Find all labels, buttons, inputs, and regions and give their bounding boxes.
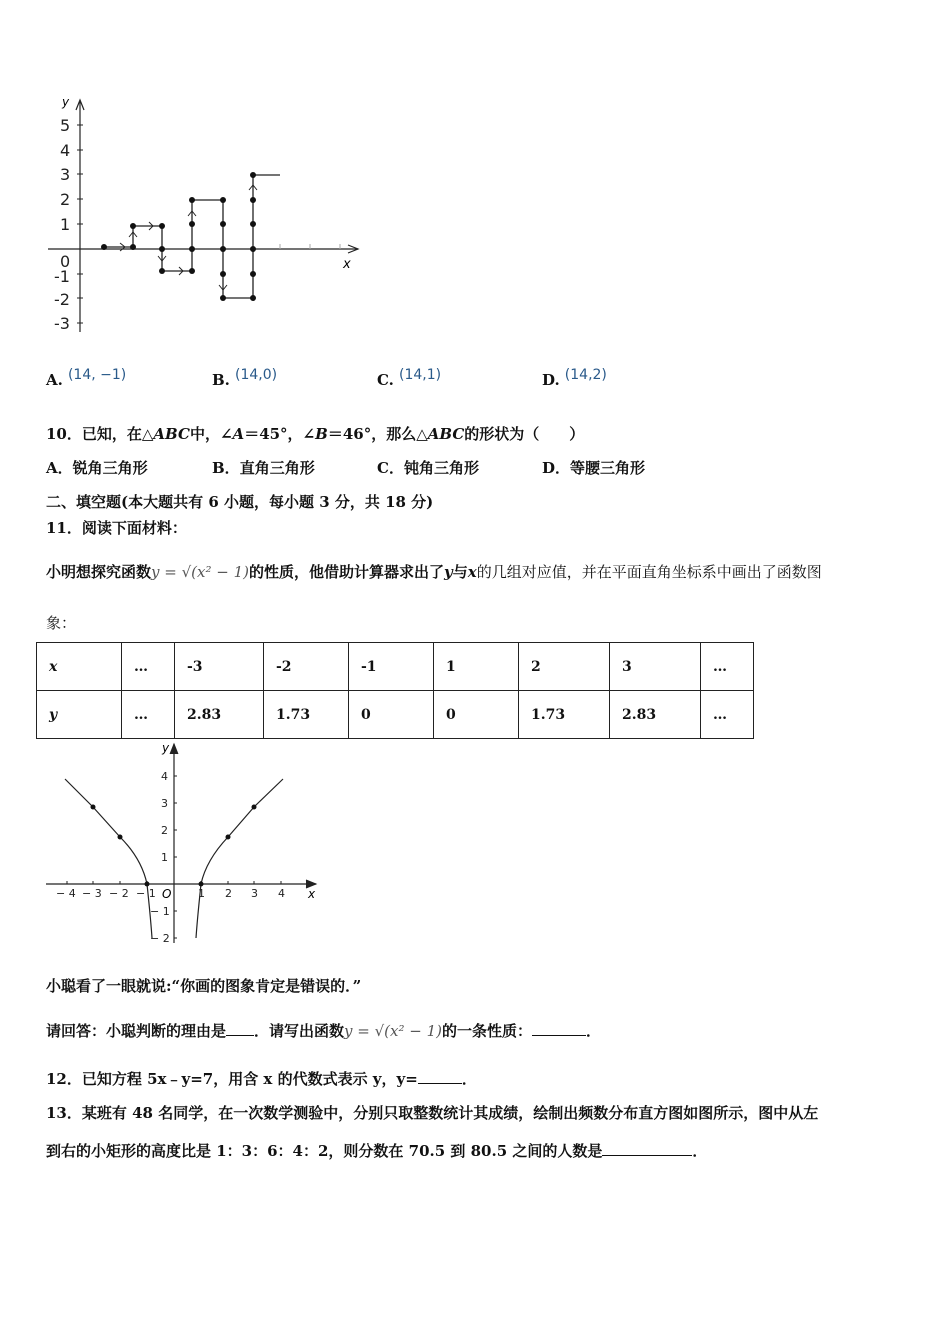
- table-cell: 0: [434, 691, 519, 739]
- table-cell: 2.83: [610, 691, 701, 739]
- graph1-tick-m2: -2: [54, 290, 70, 309]
- table-cell: x: [37, 643, 122, 691]
- q11-title: [46, 517, 187, 538]
- graph1-tick-3: 3: [60, 165, 71, 184]
- q10-text-c: ＝45°，∠: [244, 425, 316, 443]
- q12-text: 已知方程 5x﹣y=7，用含 x 的代数式表示 y，y=: [81, 1070, 418, 1088]
- answer-blank-y[interactable]: [418, 1069, 462, 1084]
- graph2-xtick: 3: [251, 887, 258, 900]
- table-cell: 1: [434, 643, 519, 691]
- q10-option-c[interactable]: [377, 457, 479, 478]
- graph2-xtick: − 2: [109, 887, 129, 900]
- option-value: (14,1): [399, 367, 442, 383]
- q9-option-c[interactable]: [377, 367, 442, 389]
- table-cell: 2.83: [175, 691, 264, 739]
- graph2-xtick: 1: [198, 887, 205, 900]
- table-cell: 1.73: [264, 691, 349, 739]
- answer-blank-property[interactable]: [532, 1021, 586, 1036]
- option-letter: B.: [212, 371, 230, 389]
- q11-p1-d: 的几组对应值，并在平面直角坐标系中画出了函数图: [476, 563, 822, 581]
- option-value: (14, −1): [67, 367, 127, 383]
- function-graph: [40, 738, 330, 950]
- option-value: (14,0): [235, 367, 278, 383]
- table-row: [37, 643, 754, 691]
- step-path-graph: [40, 92, 370, 342]
- q10-text-b: 中，∠: [189, 425, 233, 443]
- q10-abc: ABC: [153, 425, 190, 443]
- function-formula: y = √(x² − 1): [344, 1022, 442, 1040]
- q11-p3-a: 请回答：小聪判断的理由是: [46, 1022, 227, 1040]
- question-number: 13．: [46, 1104, 82, 1122]
- graph2-xtick: − 3: [82, 887, 102, 900]
- graph1-step-path: [104, 175, 280, 298]
- graph2-xtick: − 4: [56, 887, 76, 900]
- q12-end: ．: [461, 1070, 477, 1088]
- q11-paragraph-1-cont: 象：: [46, 614, 77, 632]
- graph2-left-branch: [65, 779, 152, 938]
- q10-abc: ABC: [427, 425, 465, 443]
- q9-option-b[interactable]: [212, 367, 278, 389]
- q10-option-a[interactable]: [46, 457, 148, 478]
- option-letter: C.: [377, 371, 394, 389]
- option-value: 锐角三角形: [72, 459, 148, 477]
- q10-text-a: 已知，在△: [81, 425, 154, 443]
- question-number: 10．: [46, 425, 82, 443]
- option-value: 直角三角形: [239, 459, 315, 477]
- graph2-ytick: 4: [161, 770, 168, 783]
- q11-paragraph-3: [46, 1020, 601, 1041]
- var-y: y: [444, 563, 453, 581]
- graph1-points: [101, 172, 256, 301]
- graph2-ytick: 2: [161, 824, 168, 837]
- table-cell: -2: [264, 643, 349, 691]
- graph2-y-label: y: [162, 741, 170, 755]
- option-letter: B．: [212, 459, 240, 477]
- q11-p1-b: 的性质，他借助计算器求出了: [248, 563, 444, 581]
- answer-blank-reason[interactable]: [226, 1021, 254, 1036]
- q11-p3-b: ．请写出函数: [254, 1022, 345, 1040]
- answer-blank-count[interactable]: [602, 1141, 692, 1156]
- table-cell: 1.73: [519, 691, 610, 739]
- q10-text-e: 的形状为（ ）: [464, 425, 585, 443]
- q13-end: ．: [692, 1142, 708, 1160]
- table-cell: 0: [349, 691, 434, 739]
- q13-line-1: [46, 1102, 818, 1123]
- graph1-y-label: y: [62, 95, 70, 109]
- option-letter: D.: [542, 371, 560, 389]
- table-cell: -1: [349, 643, 434, 691]
- table-cell: -3: [175, 643, 264, 691]
- function-formula: y = √(x² − 1): [151, 563, 249, 581]
- q11-p1-a: 小明想探究函数: [46, 563, 152, 581]
- graph1-tick-5: 5: [60, 116, 71, 135]
- table-cell: y: [37, 691, 122, 739]
- q10-option-b[interactable]: [212, 457, 315, 478]
- graph1-tick-1: 1: [60, 215, 71, 234]
- table-cell: …: [122, 643, 175, 691]
- graph2-ytick: 1: [161, 851, 168, 864]
- table-cell: …: [701, 643, 754, 691]
- q10-stem: [46, 423, 584, 444]
- option-letter: A．: [46, 459, 73, 477]
- q12-stem: [46, 1068, 477, 1089]
- option-value: 钝角三角形: [403, 459, 479, 477]
- q11-p1-c: 与: [452, 563, 468, 581]
- q10-option-d[interactable]: [542, 457, 645, 478]
- graph2-ytick: − 2: [150, 932, 170, 945]
- graph1-y-ticks: [54, 116, 83, 333]
- option-value: 等腰三角形: [570, 459, 646, 477]
- table-cell: 3: [610, 643, 701, 691]
- graph2-xtick: 2: [225, 887, 232, 900]
- q10-text-d: ＝46°，那么△: [327, 425, 428, 443]
- q11-p3-end: ．: [586, 1022, 602, 1040]
- q9-option-d[interactable]: [542, 367, 607, 389]
- graph2-origin: O: [162, 887, 172, 901]
- value-table: [36, 642, 754, 739]
- q9-option-a[interactable]: [46, 367, 127, 389]
- graph2-y-ticks: [150, 770, 170, 945]
- option-letter: C．: [377, 459, 404, 477]
- q11-paragraph-2: 小聪看了一眼就说:“你画的图象肯定是错误的．”: [46, 977, 362, 995]
- graph2-ytick: 3: [161, 797, 168, 810]
- graph2-x-label: x: [308, 887, 316, 901]
- question-number: 11．: [46, 519, 82, 537]
- table-cell: …: [122, 691, 175, 739]
- graph2-xtick: − 1: [136, 887, 156, 900]
- graph1-tick-m3: -3: [54, 314, 70, 333]
- section-heading: 二、填空题(本大题共有 6 小题，每小题 3 分，共 18 分): [46, 493, 434, 511]
- graph1-tick-m1: -1: [54, 267, 70, 286]
- question-number: 12．: [46, 1070, 82, 1088]
- option-letter: D．: [542, 459, 571, 477]
- q11-title-text: 阅读下面材料：: [81, 519, 187, 537]
- graph1-tick-4: 4: [60, 141, 71, 160]
- table-cell: 2: [519, 643, 610, 691]
- q10-angle-b: B: [315, 425, 328, 443]
- q11-paragraph-1: [46, 561, 822, 582]
- q13-line1-text: 某班有 48 名同学，在一次数学测验中，分别只取整数统计其成绩，绘制出频数分布直方图如图所示，图中从左: [81, 1104, 819, 1122]
- q13-line2-text: 到右的小矩形的高度比是 1：3：6：4：2，则分数在 70.5 到 80.5 之间的人数是: [46, 1142, 603, 1160]
- q10-angle-a: A: [232, 425, 245, 443]
- graph1-x-label: x: [343, 257, 351, 272]
- table-cell: …: [701, 691, 754, 739]
- table-row: [37, 691, 754, 739]
- option-value: (14,2): [564, 367, 607, 383]
- graph2-xtick: 4: [278, 887, 285, 900]
- var-x: x: [467, 563, 477, 581]
- q11-p3-c: 的一条性质：: [442, 1022, 533, 1040]
- graph2-ytick: − 1: [150, 905, 170, 918]
- graph1-tick-2: 2: [60, 190, 71, 209]
- graph1-tick-0: 0: [60, 252, 71, 271]
- q13-line-2: [46, 1140, 707, 1161]
- option-letter: A.: [46, 371, 63, 389]
- graph2-right-branch: [196, 779, 283, 938]
